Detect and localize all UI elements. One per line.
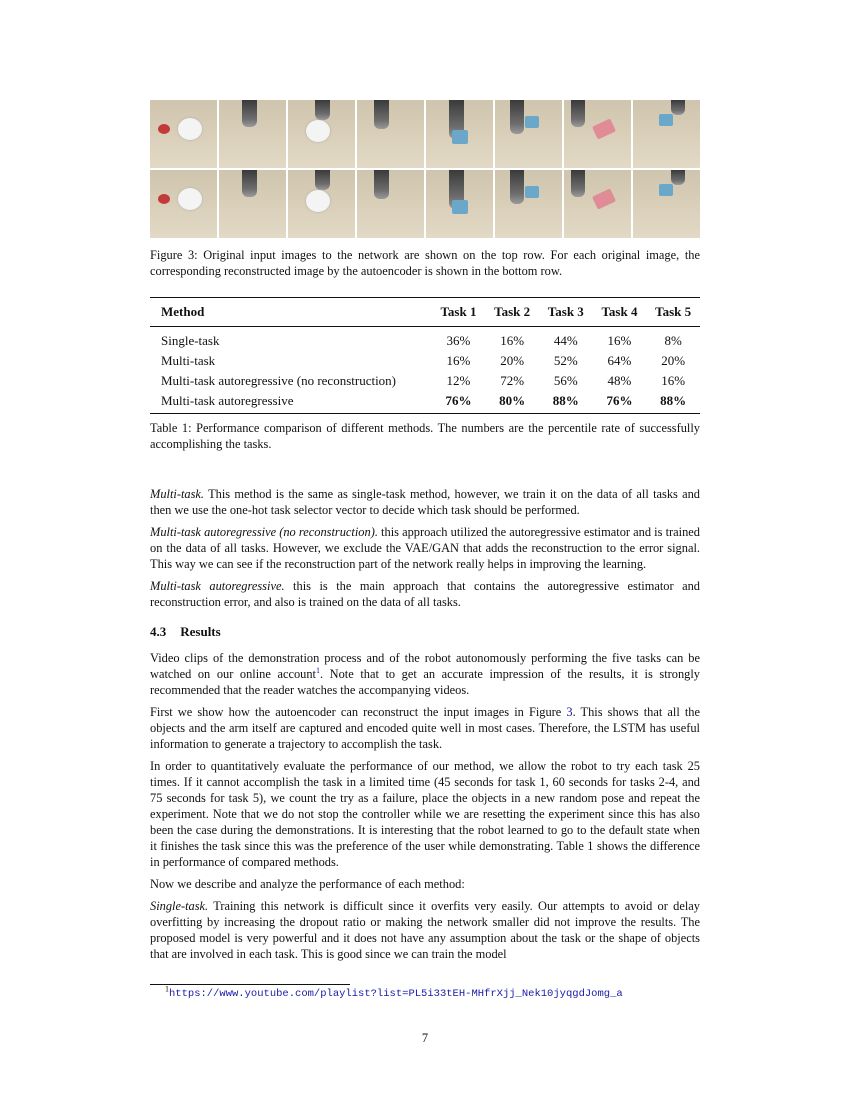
figure-reference-link[interactable]: 3 [566,705,573,719]
table-cell: 44% [553,333,578,348]
table-header-cell: Task 4 [601,304,638,319]
paragraph-video [150,650,700,698]
original-frame-6 [495,100,562,168]
table-cell: 56% [553,373,578,388]
results-table [150,297,700,414]
table-cell: 12% [446,373,471,388]
paragraph-text: Video clips of the demonstration process and of the robot autonomously performing the five tasks can be watched on our online account [150,651,700,681]
table-cell: 16% [607,333,632,348]
reconstructed-frame-6 [495,170,562,238]
paragraph-multi-task-ar [150,578,700,610]
reconstructed-frame-3 [288,170,355,238]
table-cell: Multi-task [161,353,216,368]
table-cell: 48% [607,373,632,388]
section-title: Results [180,624,221,639]
paragraph-text: First we show how the autoencoder can reconstruct the input images in Figure [150,705,567,719]
table-cell: Single-task [161,333,220,348]
paragraph-text: This method is the same as single-task method, however, we train it on the data of all tasks and then we use the one-hot task selector vector to decide which task should be performed. [150,487,700,517]
original-frame-4 [357,100,424,168]
reconstructed-frame-2 [219,170,286,238]
footnote-number: 1 [165,984,169,994]
table-cell: 36% [446,333,471,348]
footnote-rule [150,984,350,985]
table-caption: Table 1: Performance comparison of different methods. The numbers are the percentile rate of successfully accomplishing the tasks. [150,421,700,451]
figure-original-row [150,100,700,168]
section-heading [150,624,700,640]
paragraph-text: this is the main approach that contains the autoregressive estimator and reconstruction error, and also is trained on the data of all tasks. [150,579,700,609]
table-header-cell: Task 3 [547,304,584,319]
reconstructed-frame-1 [150,170,217,238]
table-cell: 20% [500,353,525,368]
table-row [150,351,700,371]
table-cell: Multi-task autoregressive (no reconstruction) [161,373,397,388]
paper-page [150,100,700,452]
table-row [150,391,700,414]
paragraph-evaluation: In order to quantitatively evaluate the performance of our method, we allow the robot to try each task 25 times. If it cannot accomplish the task in a limited time (45 seconds for task 1, 60 seconds for tasks 2-4, and 75 seconds for task 5), we count the try as a failure, place the objects in a new random pose and repeat the experiment. Note that we do not stop the controller while we are resetting the experiment since this has also been the case during the demonstrations. It is interesting that the robot learned to go to the default state when it finishes the task since this was the preference of the user while demonstrating. Table 1 shows the difference in performance of compared methods. [150,759,700,869]
original-frame-3 [288,100,355,168]
table-header-row [150,298,700,327]
table-cell-best: 76% [445,393,472,408]
paragraph-text: this approach utilized the autoregressive estimator and is trained on the data of all tasks. However, we exclude the VAE/GAN that adds the reconstruction to the error signal. This way we can see if the reconstruction part of the network really helps in improving the learning. [150,525,700,571]
paragraph-lead: Multi-task. [150,487,205,501]
figure-caption: Figure 3: Original input images to the network are shown on the top row. For each original image, the corresponding reconstructed image by the autoencoder is shown in the bottom row. [150,248,700,278]
paragraph-multi-task [150,486,700,518]
footnote-link[interactable]: https://www.youtube.com/playlist?list=PL5i33tEH-MHfrXjj_Nek10jyqgdJomg_a [169,988,623,1000]
table-cell: Multi-task autoregressive [161,393,294,408]
table-cell-best: 76% [606,393,633,408]
paragraph-single-task [150,898,700,962]
original-frame-2 [219,100,286,168]
reconstructed-frame-8 [633,170,700,238]
figure-reconstructed-row [150,170,700,238]
page-number: 7 [421,1031,429,1045]
table-cell: 64% [607,353,632,368]
original-frame-7 [564,100,631,168]
table-cell: 52% [553,353,578,368]
paragraph-text: Training this network is difficult since it overfits very easily. Our attempts to avoid or delay overfitting by increasing the dropout ratio or making the network smaller did not improve the results. The proposed model is very powerful and it does not have any assumption about the task or the shape of objects that are involved in each task. This is good since we can train the model [150,899,700,961]
paragraph-multi-task-ar-norec [150,524,700,572]
body-text [150,486,700,968]
paragraph-lead: Single-task. [150,899,209,913]
original-frame-8 [633,100,700,168]
paragraph-text: . Note that to get an accurate impression of the results, it is strongly recommended that the reader watches the accompanying videos. [150,667,700,697]
section-number: 4.3 [150,624,167,639]
table-cell: 8% [664,333,682,348]
table-row [150,327,700,352]
table-cell: 16% [446,353,471,368]
footnote [165,984,623,1000]
table-cell-best: 88% [552,393,579,408]
table-header-cell: Method [161,304,205,319]
reconstructed-frame-4 [357,170,424,238]
reconstructed-frame-7 [564,170,631,238]
footnote-marker[interactable]: 1 [315,665,320,675]
reconstructed-frame-5 [426,170,493,238]
table-cell: 20% [661,353,686,368]
table-cell: 72% [500,373,525,388]
paragraph-describe: Now we describe and analyze the performance of each method: [150,877,465,891]
figure-3 [150,100,700,279]
table-cell-best: 80% [499,393,526,408]
paragraph-lead: Multi-task autoregressive. [150,579,285,593]
paragraph-text: . This shows that all the objects and the arm itself are captured and encoded quite well in most cases. Therefore, the LSTM has useful information to generate a trajectory to accomplish the task. [150,705,700,751]
table-row [150,371,700,391]
table-header-cell: Task 1 [440,304,477,319]
paragraph-lead: Multi-task autoregressive (no reconstruction). [150,525,378,539]
original-frame-5 [426,100,493,168]
table-cell: 16% [661,373,686,388]
table-header-cell: Task 2 [494,304,531,319]
paragraph-autoencoder [150,704,700,752]
table-cell: 16% [500,333,525,348]
table-header-cell: Task 5 [655,304,692,319]
original-frame-1 [150,100,217,168]
table-cell-best: 88% [660,393,687,408]
